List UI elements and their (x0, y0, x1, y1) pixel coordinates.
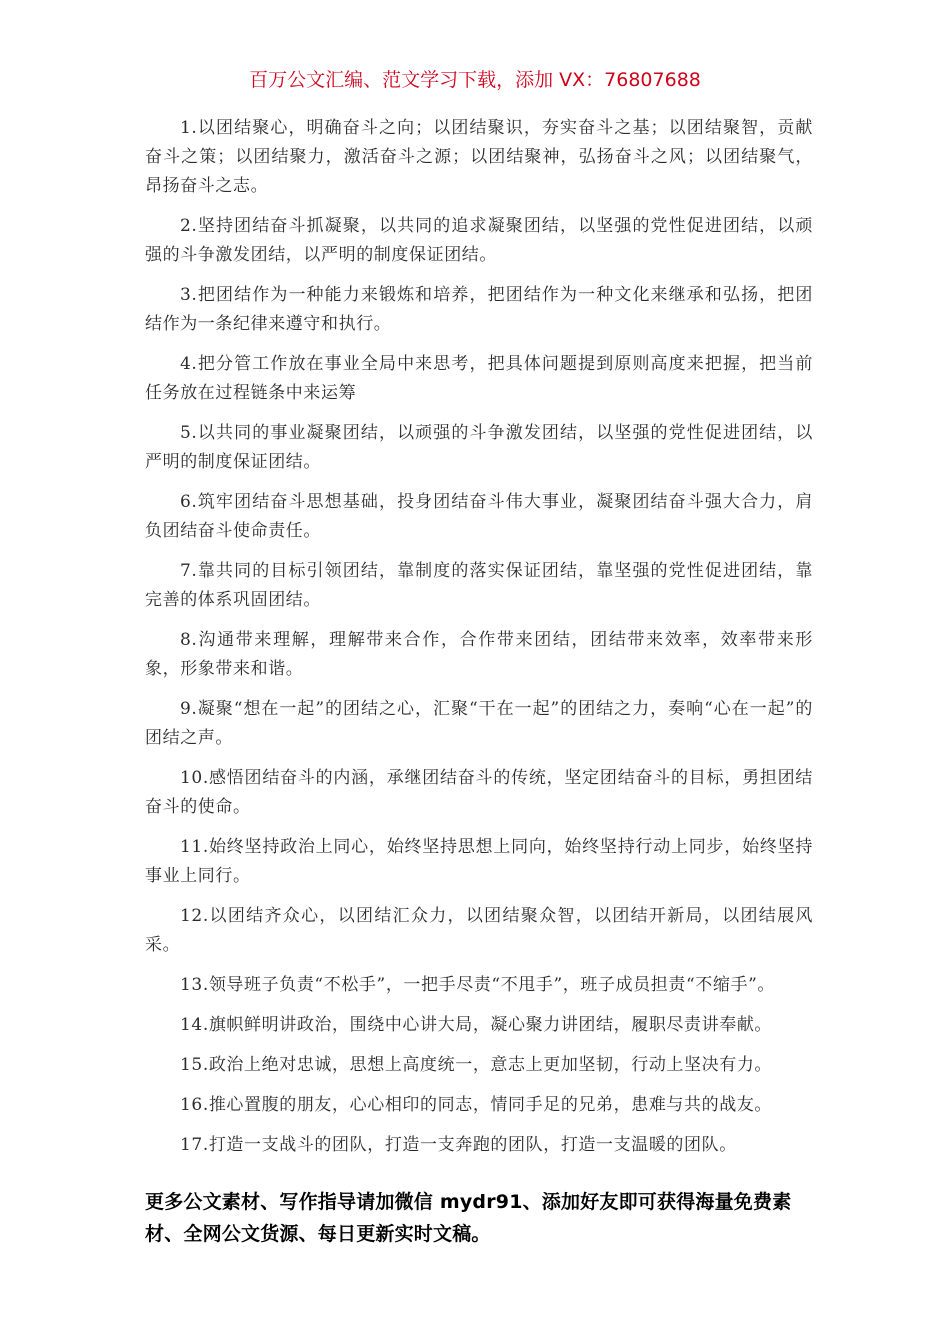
content-body (145, 114, 813, 1171)
paragraph-6: 6.筑牢团结奋斗思想基础，投身团结奋斗伟大事业，凝聚团结奋斗强大合力，肩负团结奋斗使命责任。 (145, 492, 813, 541)
header-banner: 百万公文汇编、范文学习下载，添加 VX：76807688 (249, 69, 701, 91)
paragraph-7: 7.靠共同的目标引领团结，靠制度的落实保证团结，靠坚强的党性促进团结，靠完善的体系巩固团结。 (145, 561, 813, 610)
paragraph-9: 9.凝聚“想在一起”的团结之心，汇聚“干在一起”的团结之力，奏响“心在一起”的团结之声。 (145, 699, 813, 748)
paragraph-13: 13.领导班子负责“不松手”，一把手尽责“不甩手”，班子成员担责“不缩手”。 (180, 975, 775, 995)
paragraph-11: 11.始终坚持政治上同心，始终坚持思想上同向，始终坚持行动上同步，始终坚持事业上同行。 (145, 837, 813, 886)
paragraph-17: 17.打造一支战斗的团队，打造一支奔跑的团队，打造一支温暖的团队。 (180, 1135, 737, 1155)
paragraph-12: 12.以团结齐众心，以团结汇众力，以团结聚众智，以团结开新局，以团结展风采。 (145, 906, 813, 955)
paragraph-14: 14.旗帜鲜明讲政治，围绕中心讲大局，凝心聚力讲团结，履职尽责讲奉献。 (180, 1015, 773, 1035)
footer-promo: 更多公文素材、写作指导请加微信 mydr91、添加好友即可获得海量免费素材、全网公文货源、每日更新实时文稿。 (145, 1191, 792, 1245)
paragraph-15: 15.政治上绝对忠诚，思想上高度统一，意志上更加坚韧，行动上坚决有力。 (180, 1055, 773, 1075)
paragraph-5: 5.以共同的事业凝聚团结，以顽强的斗争激发团结，以坚强的党性促进团结，以严明的制度保证团结。 (145, 423, 813, 472)
paragraph-4: 4.把分管工作放在事业全局中来思考，把具体问题提到原则高度来把握，把当前任务放在过程链条中来运筹 (145, 354, 813, 403)
paragraph-10: 10.感悟团结奋斗的内涵，承继团结奋斗的传统，坚定团结奋斗的目标，勇担团结奋斗的使命。 (145, 768, 813, 817)
paragraph-16: 16.推心置腹的朋友，心心相印的同志，情同手足的兄弟，患难与共的战友。 (180, 1095, 773, 1115)
paragraph-1: 1.以团结聚心，明确奋斗之向；以团结聚识，夯实奋斗之基；以团结聚智，贡献奋斗之策；以团结聚力，激活奋斗之源；以团结聚神，弘扬奋斗之风；以团结聚气，昂扬奋斗之志。 (145, 118, 813, 196)
paragraph-2: 2.坚持团结奋斗抓凝聚，以共同的追求凝聚团结，以坚强的党性促进团结，以顽强的斗争激发团结，以严明的制度保证团结。 (145, 216, 813, 265)
paragraph-8: 8.沟通带来理解，理解带来合作，合作带来团结，团结带来效率，效率带来形象，形象带来和谐。 (145, 630, 813, 679)
paragraph-3: 3.把团结作为一种能力来锻炼和培养，把团结作为一种文化来继承和弘扬，把团结作为一条纪律来遵守和执行。 (145, 285, 813, 334)
